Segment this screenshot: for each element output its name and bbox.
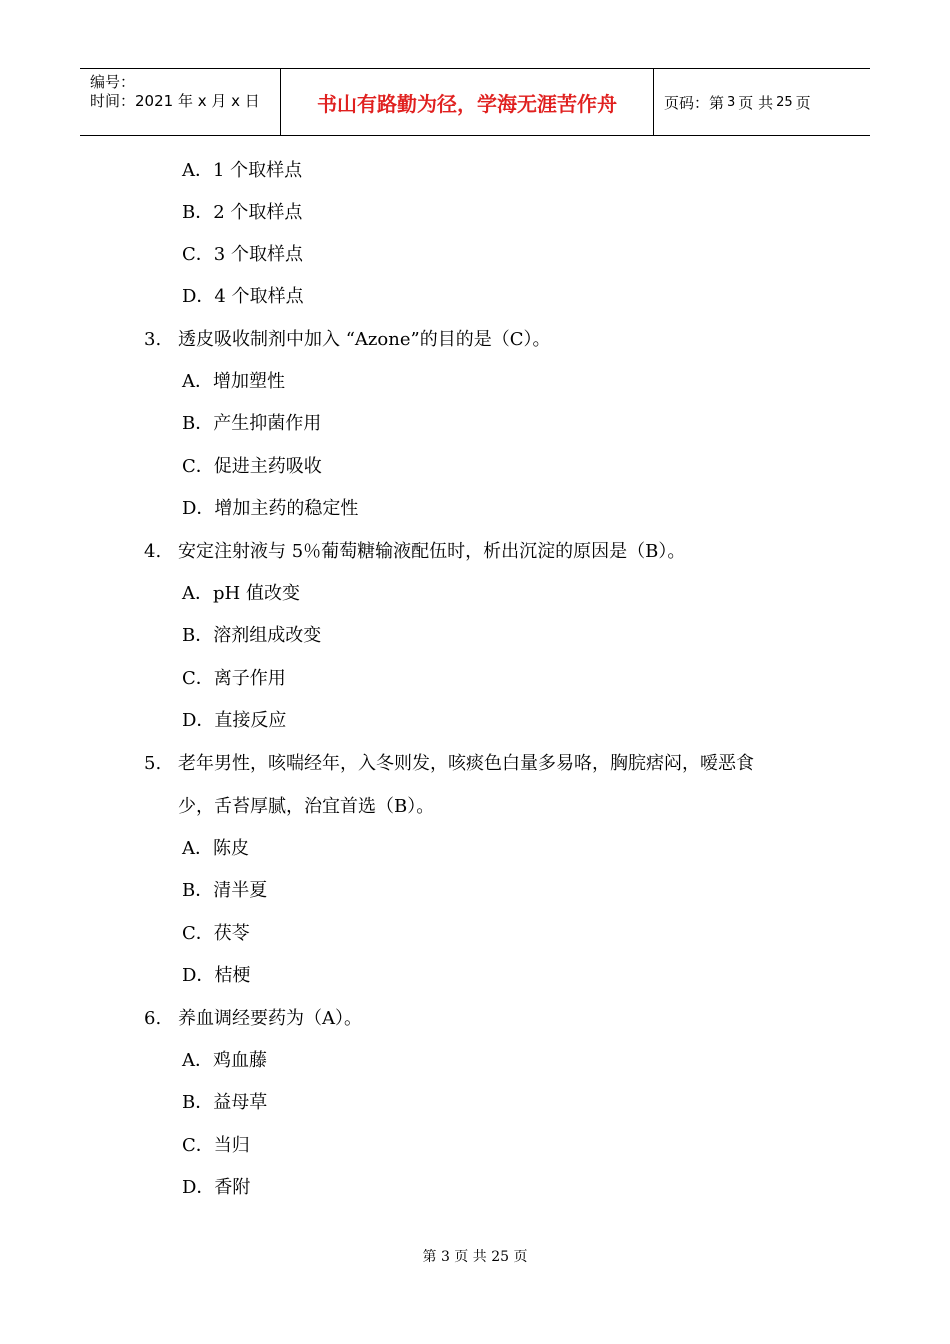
- page-mid: 页 共: [738, 93, 774, 112]
- page-prefix: 页码：第: [664, 93, 725, 112]
- question-text: 养血调经要药为（A）。: [178, 1008, 362, 1029]
- option: C．离子作用: [182, 668, 286, 689]
- question-number: 6.: [144, 1008, 162, 1029]
- option: B．2 个取样点: [182, 202, 303, 223]
- option: D．4 个取样点: [182, 286, 304, 307]
- question: [144, 1007, 362, 1031]
- question-text: 老年男性，咳喘经年，入冬则发，咳痰色白量多易咯，胸脘痞闷，嗳恶食: [178, 753, 754, 774]
- page-footer: 第 3 页 共 25 页: [422, 1249, 528, 1265]
- option: D．香附: [182, 1177, 251, 1198]
- question-text: 安定注射液与 5％葡萄糖输液配伍时，析出沉淀的原因是（B）。: [178, 541, 686, 562]
- question: [144, 540, 685, 564]
- option: D．增加主药的稳定性: [182, 498, 359, 519]
- header-motto: 书山有路勤为径，学海无涯苦作舟: [281, 69, 654, 135]
- question-text: 透皮吸收制剂中加入 “Azone”的目的是（C）。: [178, 329, 551, 350]
- page-header: [80, 68, 870, 136]
- option: C．当归: [182, 1135, 250, 1156]
- option: D．直接反应: [182, 710, 287, 731]
- header-meta: [80, 69, 281, 135]
- option: A．1 个取样点: [182, 160, 303, 181]
- option: B．益母草: [182, 1092, 268, 1113]
- option: C．茯苓: [182, 923, 250, 944]
- serial-label: 编号：: [90, 73, 136, 91]
- option: A．陈皮: [182, 838, 249, 859]
- time-label: 时间：2021 年 x 月 x 日: [90, 92, 260, 110]
- option: B．溶剂组成改变: [182, 625, 322, 646]
- page-total: 25: [776, 94, 793, 110]
- option: C．促进主药吸收: [182, 456, 322, 477]
- option: C．3 个取样点: [182, 244, 303, 265]
- question-number: 4.: [144, 541, 162, 562]
- question: [144, 752, 754, 776]
- option: D．桔梗: [182, 965, 251, 986]
- question: [144, 328, 550, 352]
- question-number: 5.: [144, 753, 162, 774]
- option: B．产生抑菌作用: [182, 413, 322, 434]
- question-number: 3.: [144, 329, 162, 350]
- header-page-info: [654, 69, 870, 135]
- page-number: 3: [727, 94, 736, 110]
- page-suffix: 页: [795, 93, 811, 112]
- option: A．pH 值改变: [182, 583, 300, 604]
- option: B．清半夏: [182, 880, 268, 901]
- question-text-continued: 少，舌苔厚腻，治宜首选（B）。: [178, 796, 435, 817]
- option: A．增加塑性: [182, 371, 285, 392]
- option: A．鸡血藤: [182, 1050, 267, 1071]
